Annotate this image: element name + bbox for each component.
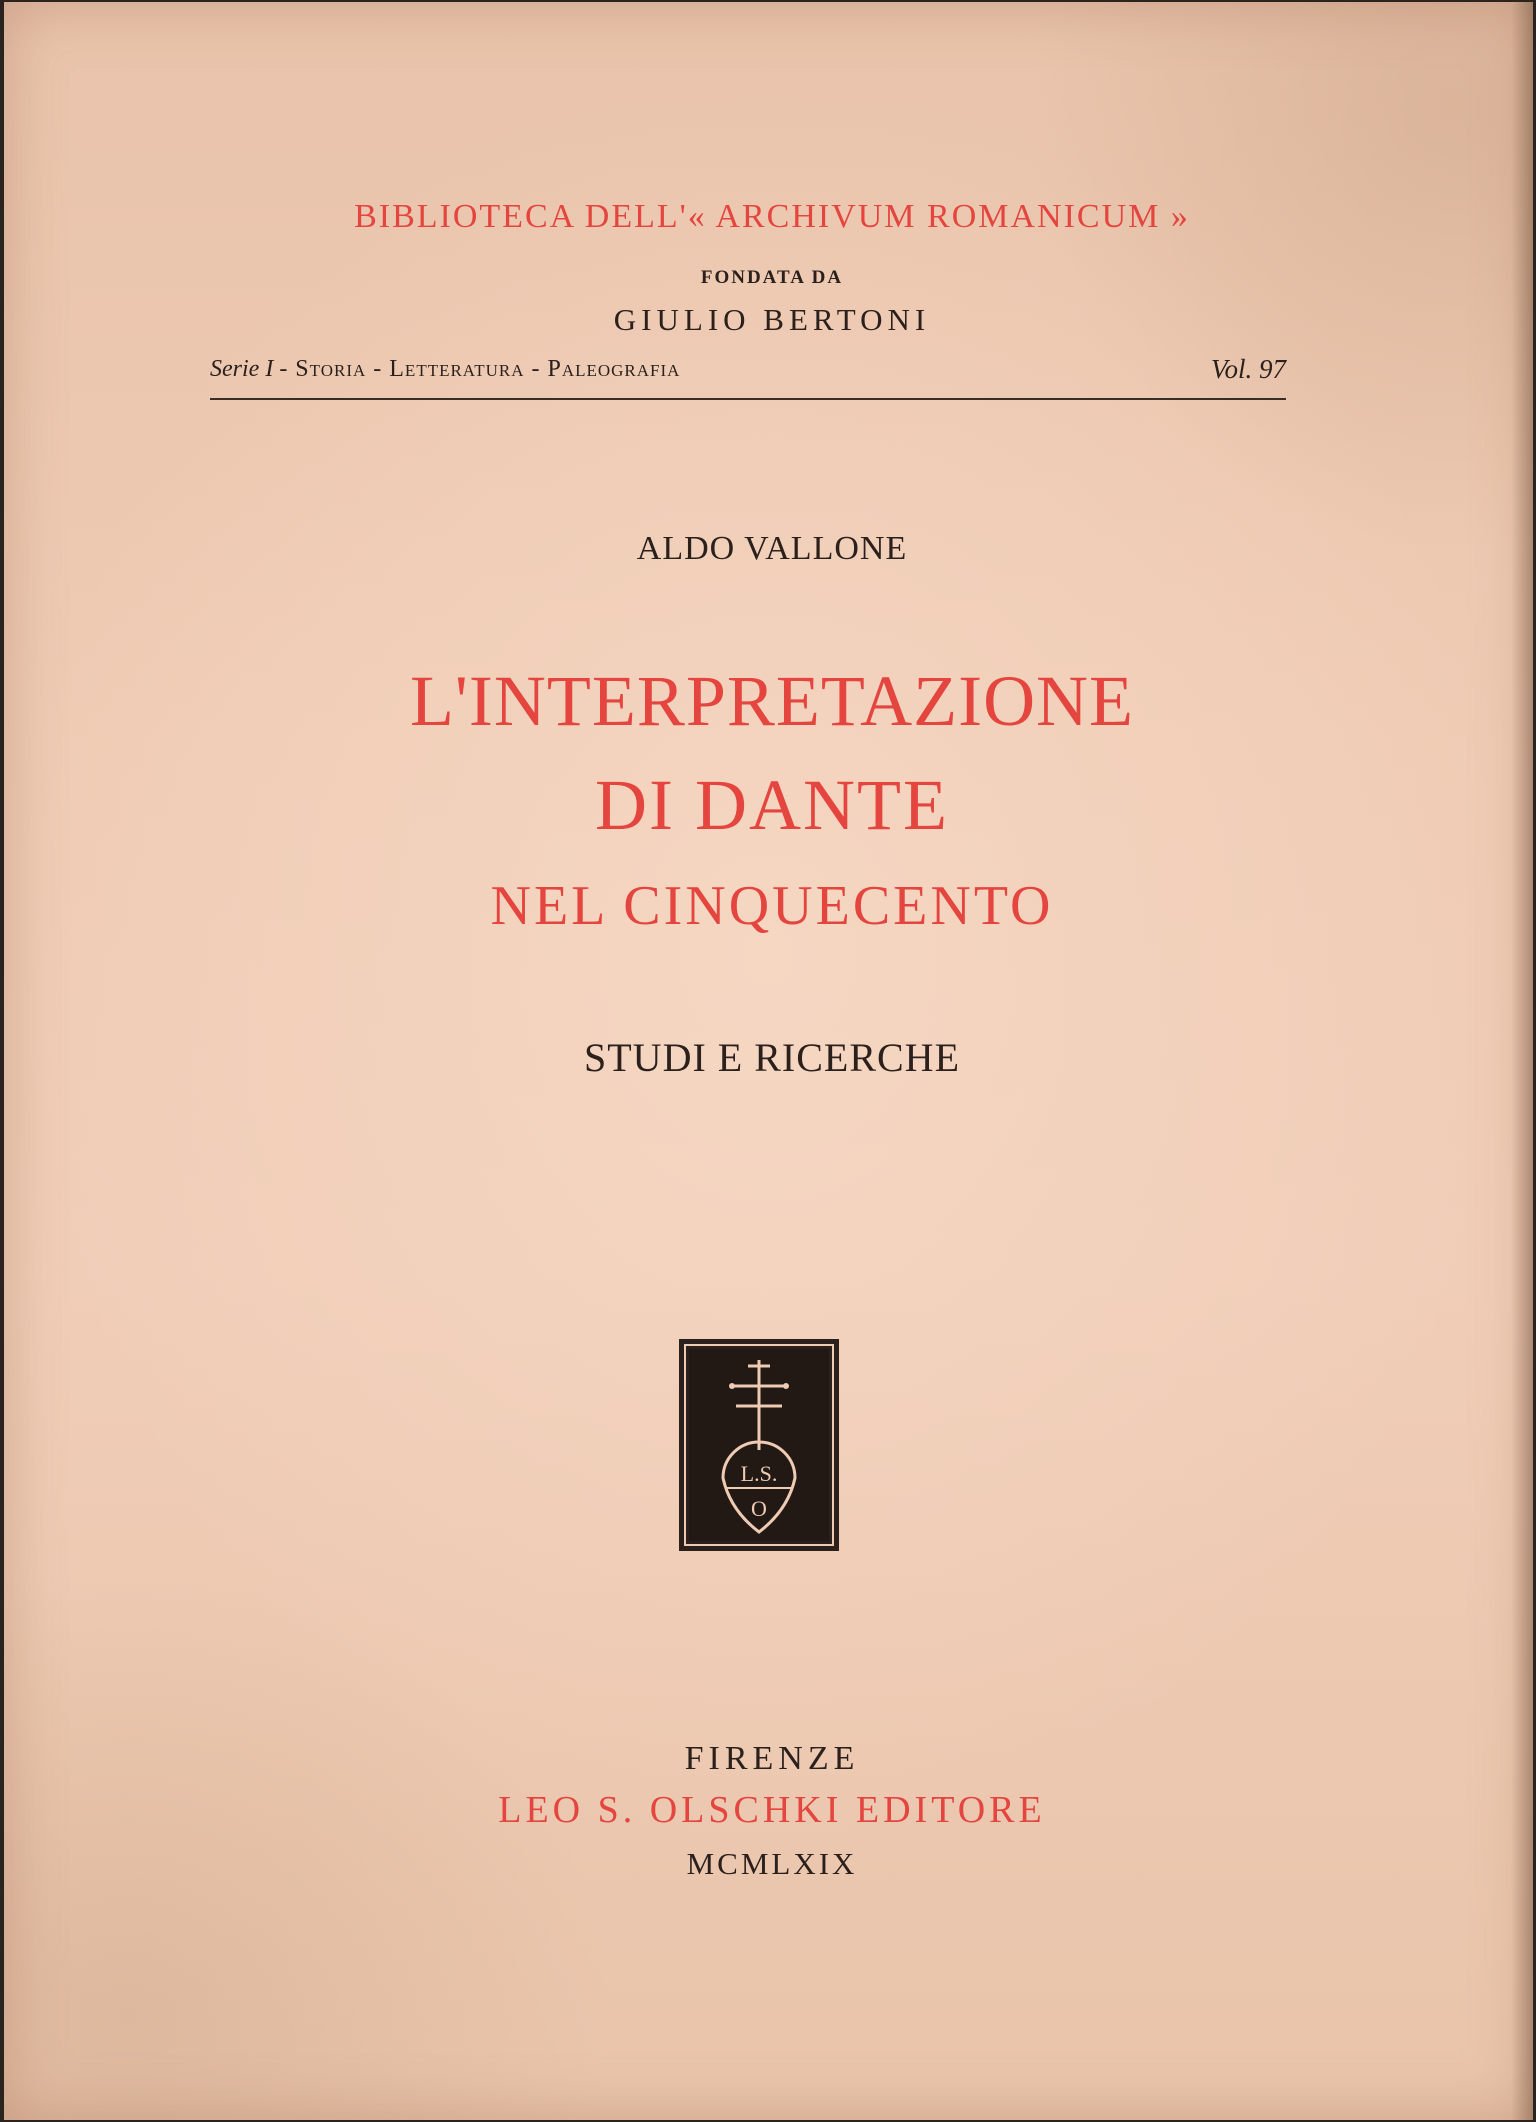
series-subjects [210,356,680,383]
mark-monogram: L.S. [740,1461,778,1486]
founded-by-label: FONDATA DA [700,267,844,288]
serie-label: Serie I [210,356,274,382]
title-line-2: DI DANTE [595,765,949,845]
publication-year: MCMLXIX [686,1846,858,1881]
paper-cover [4,2,1533,2120]
svg-text:O: O [751,1496,767,1521]
volume-number: Vol. 97 [1210,354,1286,384]
series-divider [210,398,1286,400]
publisher-name: LEO S. OLSCHKI EDITORE [498,1789,1046,1831]
title-line-1: L'INTERPRETAZIONE [409,661,1135,741]
founder-name: GIULIO BERTONI [613,302,931,337]
subtitle: STUDI E RICERCHE [584,1035,960,1080]
subjects-label: - Storia - Letteratura - Paleografia [279,356,681,382]
series-title: BIBLIOTECA DELL'« ARCHIVUM ROMANICUM » [354,198,1190,235]
publication-city: FIRENZE [684,1740,860,1777]
series-info-line [210,356,1286,392]
title-line-3: NEL CINQUECENTO [490,875,1054,937]
printers-mark-icon [678,1338,840,1552]
author-name: ALDO VALLONE [636,530,908,567]
